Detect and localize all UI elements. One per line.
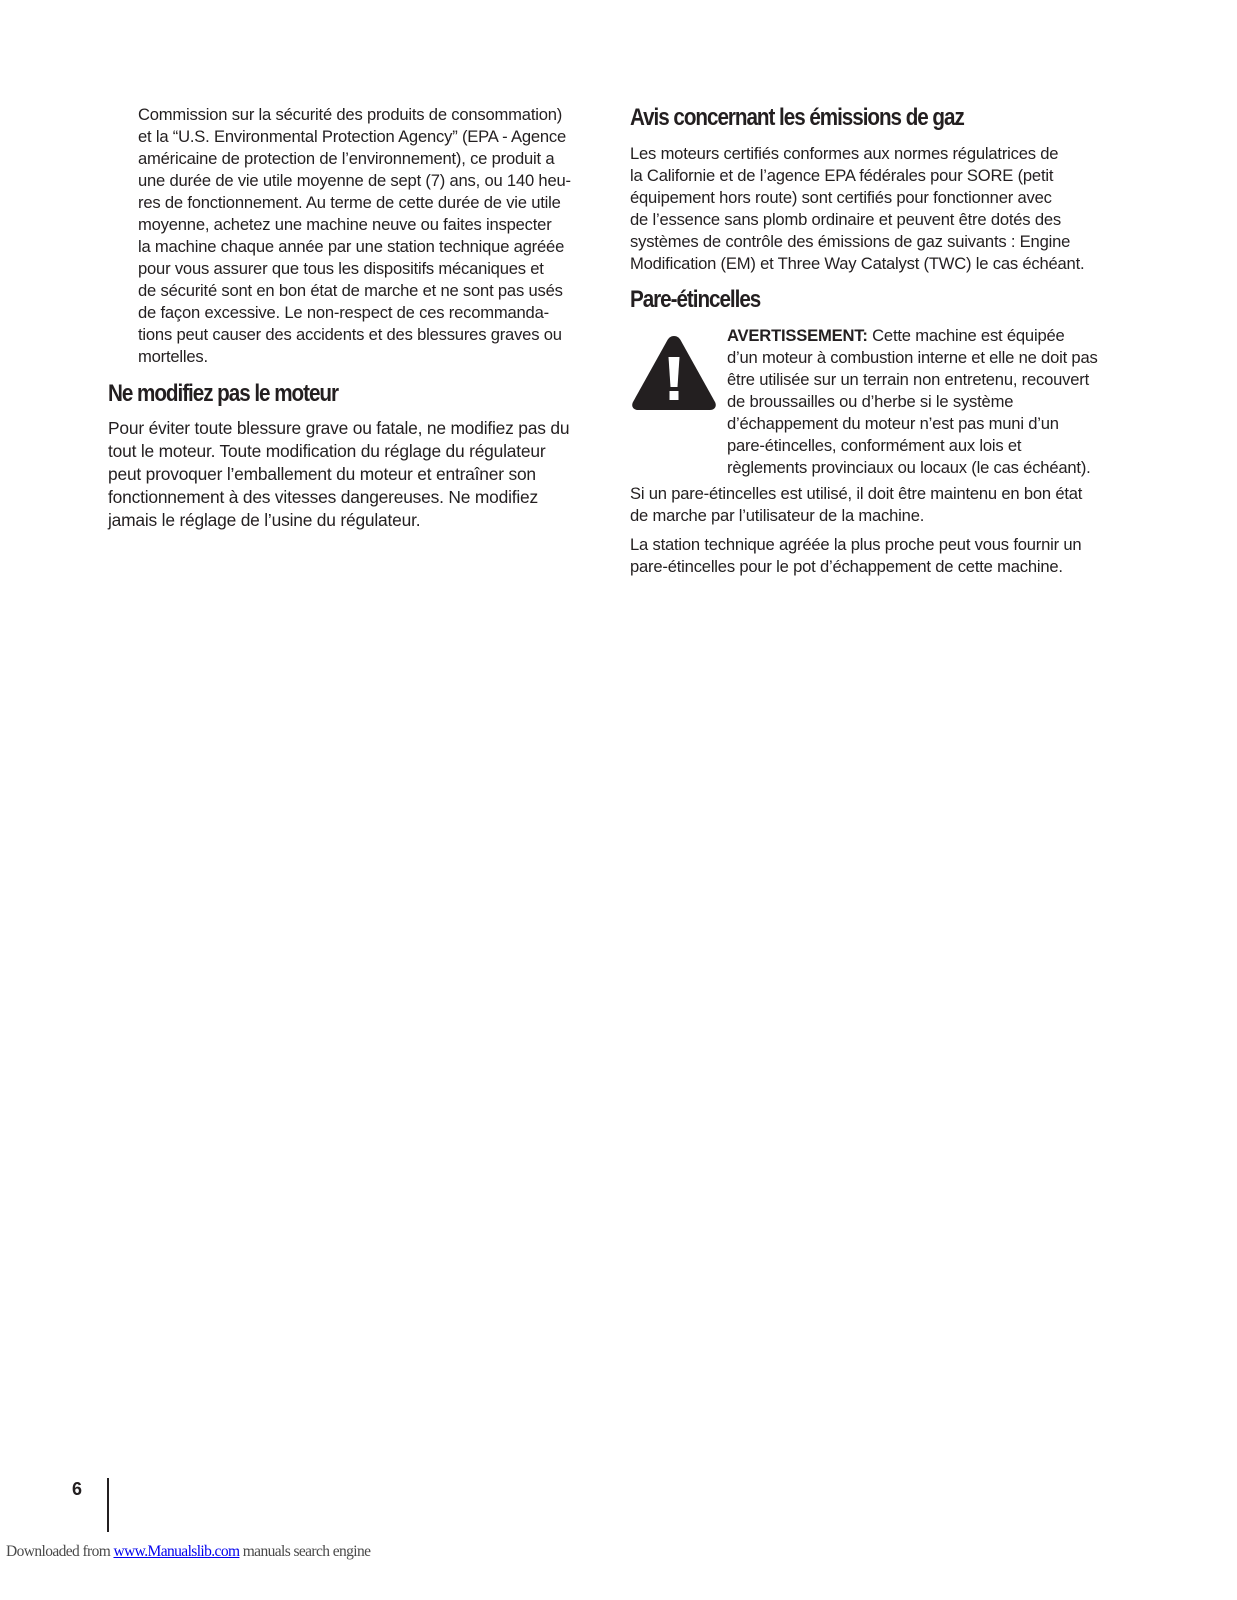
paragraph-line: de sécurité sont en bon état de marche et ne sont pas usés [138,281,563,300]
paragraph-line: Si un pare-étincelles est utilisé, il doit être maintenu en bon état [630,484,1083,503]
paragraph-line: de marche par l’utilisateur de la machine. [630,506,925,525]
emissions-paragraph [630,143,1130,275]
warning-first-line [727,325,1137,347]
paragraph-line: jamais le réglage de l’usine du régulateur. [108,510,421,530]
spark-arrester-maintenance-paragraph [630,483,1130,527]
paragraph-line: la Californie et de l’agence EPA fédérales pour SORE (petit [630,166,1054,185]
warning-text [727,325,1137,479]
paragraph-line: Modification (EM) et Three Way Catalyst (TWC) le cas échéant. [630,254,1085,273]
left-column [108,104,598,532]
warning-line: d’échappement du moteur n’est pas muni d’un [727,414,1059,433]
paragraph-line: tout le moteur. Toute modification du réglage du régulateur [108,441,546,461]
page-number-divider [107,1478,109,1532]
paragraph-line: mortelles. [138,347,208,366]
warning-block [630,325,1130,477]
paragraph-line: peut provoquer l’emballement du moteur et entraîner son [108,464,536,484]
paragraph-line: res de fonctionnement. Au terme de cette durée de vie utile [138,193,561,212]
page-number: 6 [72,1479,83,1499]
engine-paragraph [108,417,598,532]
paragraph-line: La station technique agréée la plus proche peut vous fournir un [630,535,1082,554]
paragraph-line: de l’essence sans plomb ordinaire et peuvent être dotés des [630,210,1061,229]
warning-first-line-text: Cette machine est équipée [867,326,1065,345]
paragraph-line: pour vous assurer que tous les dispositifs mécaniques et [138,259,544,278]
section-heading-engine: Ne modifiez pas le moteur [108,380,338,407]
continued-paragraph [138,104,598,368]
footer-suffix: manuals search engine [239,1543,371,1560]
paragraph-line: Commission sur la sécurité des produits de consommation) [138,105,563,124]
paragraph-line: la machine chaque année par une station technique agréée [138,237,565,256]
paragraph-line: moyenne, achetez une machine neuve ou faites inspecter [138,215,552,234]
footer-prefix: Downloaded from [6,1543,114,1560]
paragraph-line: de façon excessive. Le non-respect de ces recommanda- [138,303,549,322]
right-column [630,104,1130,578]
paragraph-line: fonctionnement à des vitesses dangereuses. Ne modifiez [108,487,539,507]
paragraph-line: Les moteurs certifiés conformes aux normes régulatrices de [630,144,1059,163]
paragraph-line: équipement hors route) sont certifiés pour fonctionner avec [630,188,1052,207]
warning-line: règlements provinciaux ou locaux (le cas échéant). [727,458,1091,477]
paragraph-line: tions peut causer des accidents et des blessures graves ou [138,325,562,344]
warning-line: pare-étincelles, conformément aux lois et [727,436,1022,455]
warning-line: d’un moteur à combustion interne et elle ne doit pas [727,348,1098,367]
spark-arrester-dealer-paragraph [630,534,1130,578]
warning-line: être utilisée sur un terrain non entretenu, recouvert [727,370,1090,389]
paragraph-line: et la “U.S. Environmental Protection Agency” (EPA - Agence [138,127,567,146]
download-footer [6,1543,370,1561]
paragraph-line: américaine de protection de l’environnement), ce produit a [138,149,555,168]
paragraph-line: une durée de vie utile moyenne de sept (7) ans, ou 140 heu- [138,171,571,190]
paragraph-line: pare-étincelles pour le pot d’échappement de cette machine. [630,557,1063,576]
paragraph-line: systèmes de contrôle des émissions de gaz suivants : Engine [630,232,1071,251]
section-heading-emissions: Avis concernant les émissions de gaz [630,104,964,131]
section-heading-spark-arrester: Pare-étincelles [630,286,761,313]
manualslib-link[interactable]: www.Manualslib.com [113,1543,240,1560]
warning-label: AVERTISSEMENT: [727,326,868,345]
paragraph-line: Pour éviter toute blessure grave ou fatale, ne modifiez pas du [108,418,570,438]
warning-triangle-icon [630,333,718,413]
warning-line: de broussailles ou d’herbe si le système [727,392,1014,411]
